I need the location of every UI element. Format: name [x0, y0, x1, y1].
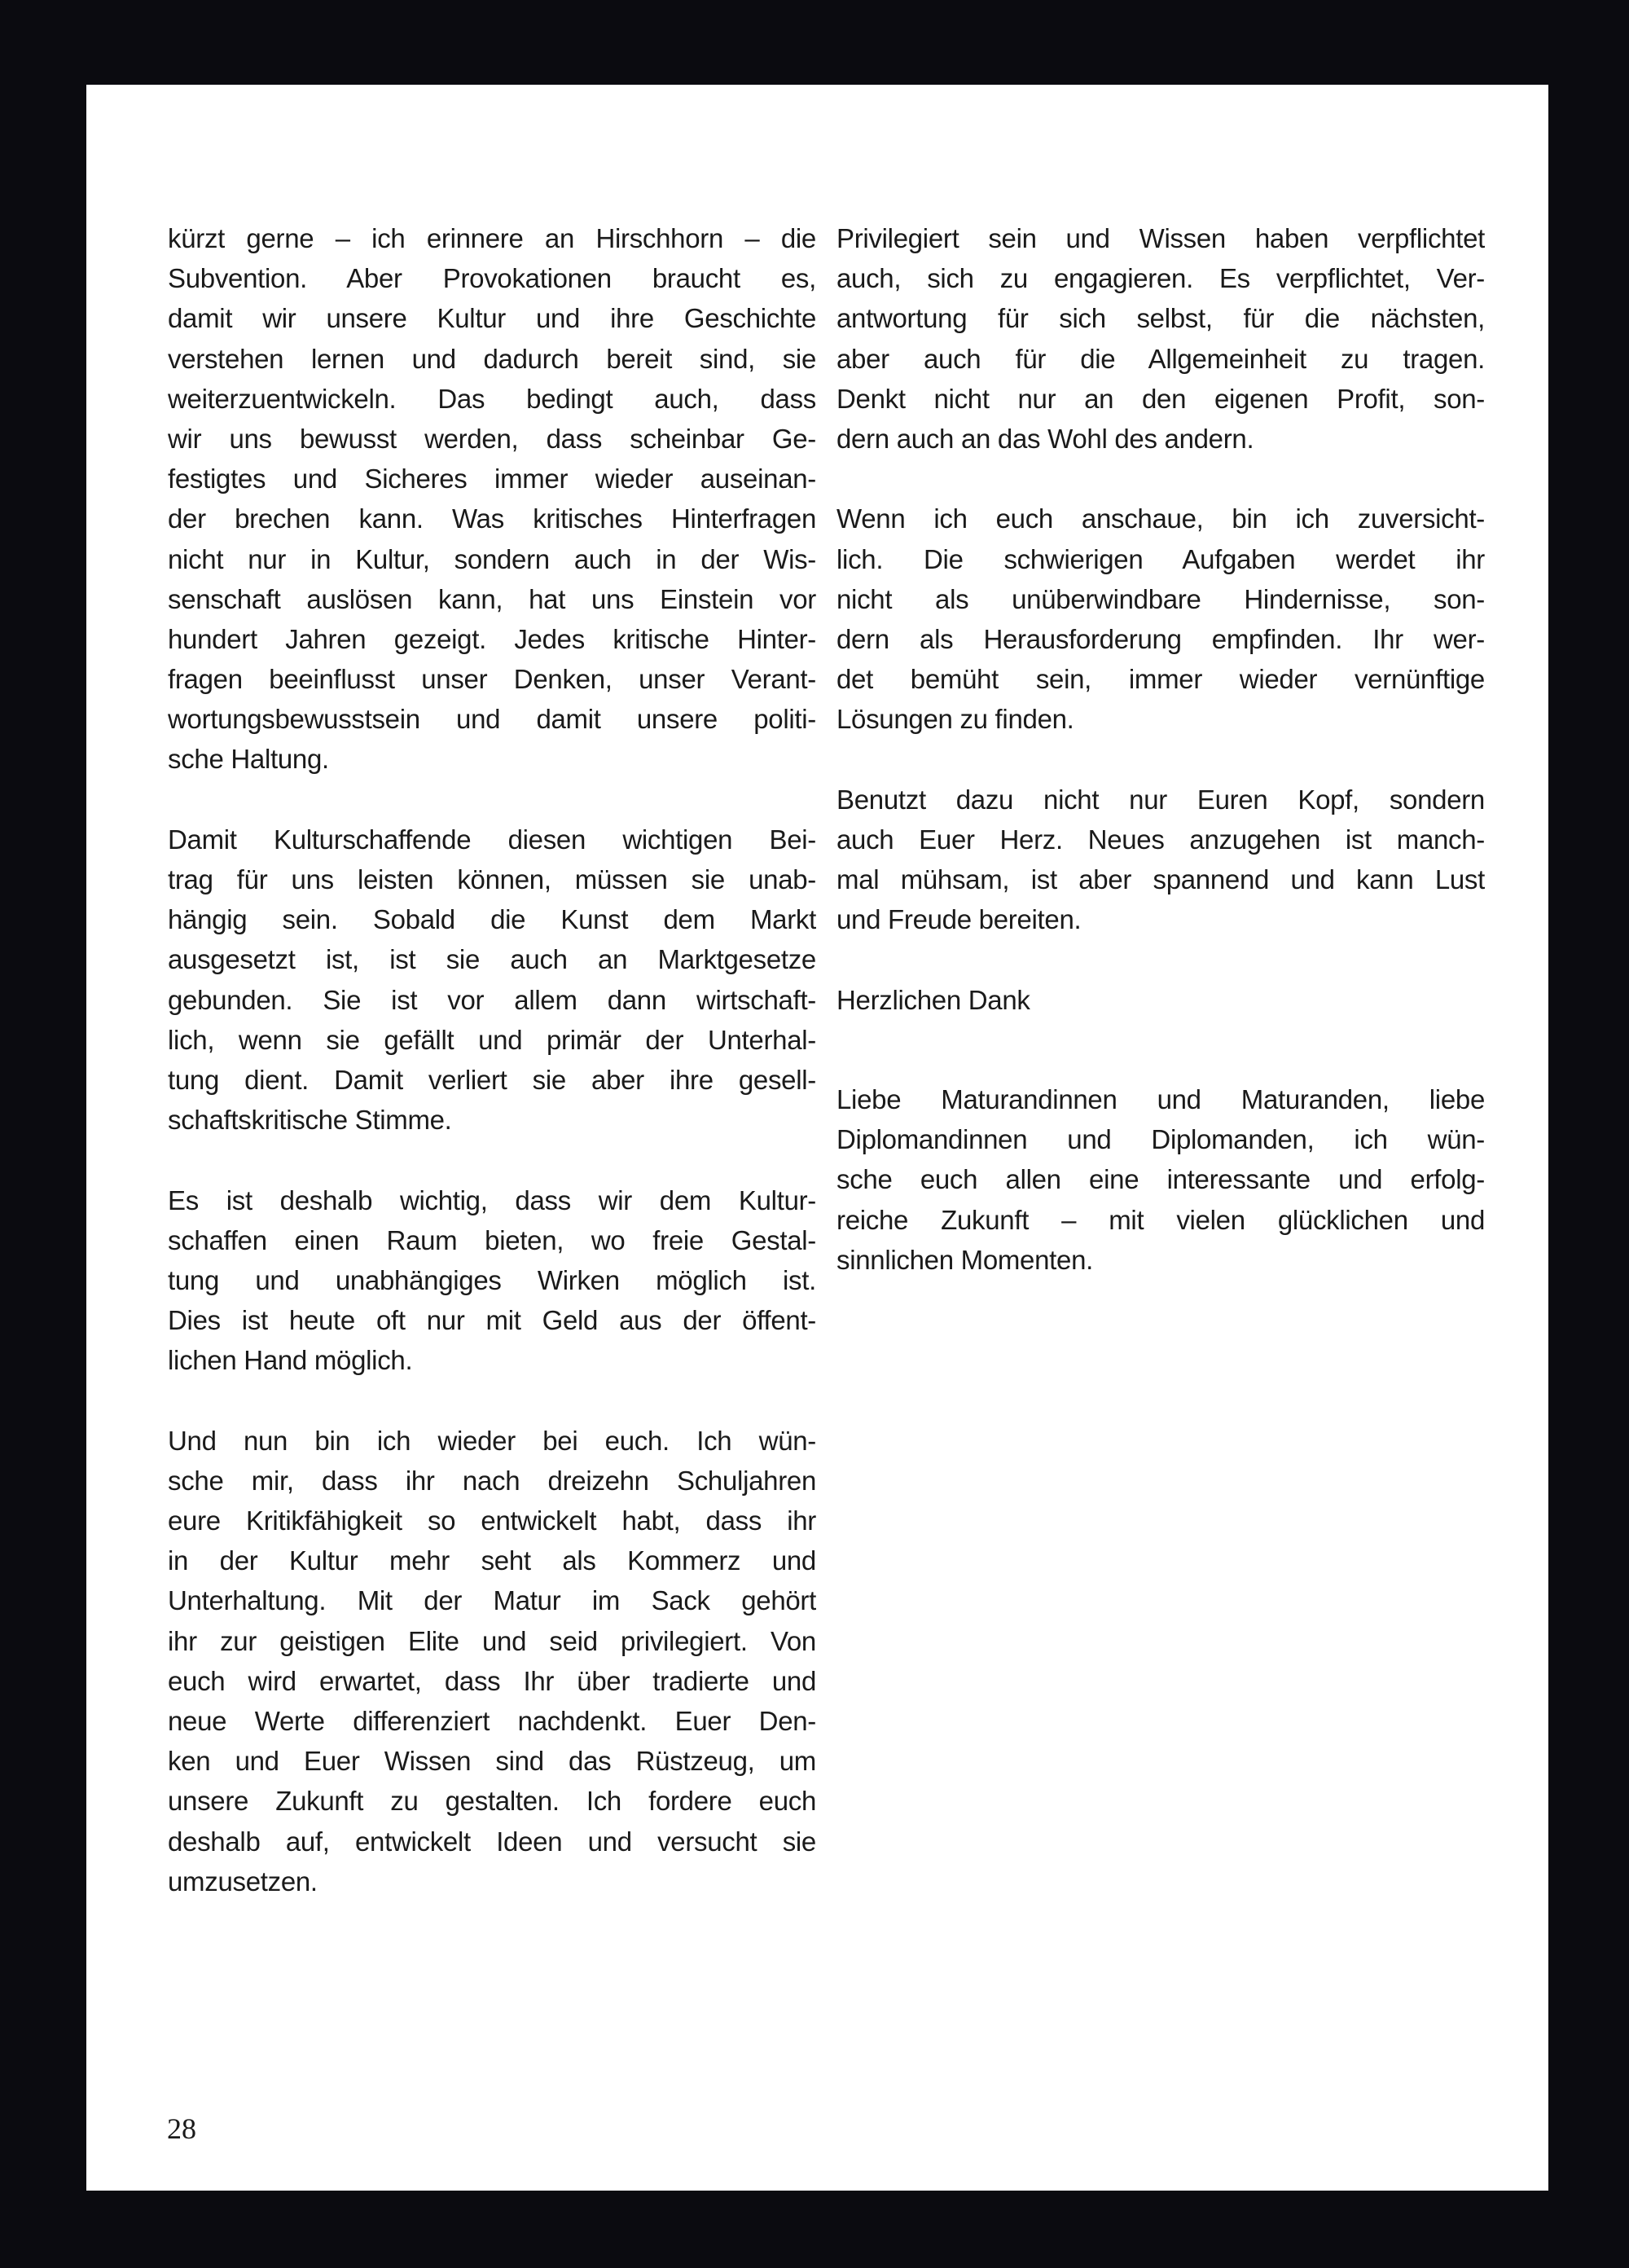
paragraph-head-and-heart — [836, 780, 1485, 940]
text-line: mal mühsam, ist aber spannend und kann Lust — [836, 864, 1485, 894]
text-line: Privilegiert sein und Wissen haben verpflichtet — [836, 223, 1485, 253]
text-line: wir uns bewusst werden, dass scheinbar Ge- — [168, 423, 816, 454]
text-line: weiterzuentwickeln. Das bedingt auch, dass — [168, 383, 816, 414]
text-line: det bemüht sein, immer wieder vernünftige — [836, 664, 1485, 695]
text-line: Lösungen zu finden. — [836, 704, 1074, 735]
text-line: antwortung für sich selbst, für die nächsten, — [836, 303, 1485, 334]
paragraph-thanks — [836, 980, 1485, 1020]
paragraph-spacer — [836, 939, 1485, 979]
text-line: dern als Herausforderung empfinden. Ihr wer- — [836, 623, 1485, 654]
text-line: Und nun bin ich wieder bei euch. Ich wün- — [168, 1425, 816, 1456]
text-line: reiche Zukunft – mit vielen glücklichen und — [836, 1204, 1485, 1235]
text-line: in der Kultur mehr seht als Kommerz und — [168, 1545, 816, 1576]
text-line: neue Werte differenziert nachdenkt. Euer Den- — [168, 1705, 816, 1736]
text-line: sche mir, dass ihr nach dreizehn Schuljahren — [168, 1465, 816, 1496]
text-line: sche euch allen eine interessante und erfolg- — [836, 1164, 1485, 1195]
text-line: eure Kritikfähigkeit so entwickelt habt, dass ihr — [168, 1505, 816, 1536]
text-line: lichen Hand möglich. — [168, 1345, 413, 1376]
text-line: deshalb auf, entwickelt Ideen und versucht sie — [168, 1826, 816, 1857]
text-line: gebunden. Sie ist vor allem dann wirtschaft- — [168, 984, 816, 1015]
text-line: dern auch an das Wohl des andern. — [836, 423, 1254, 454]
text-line: aber auch für die Allgemeinheit zu tragen. — [836, 343, 1485, 374]
text-line: Unterhaltung. Mit der Matur im Sack gehört — [168, 1585, 816, 1616]
text-line: ihr zur geistigen Elite und seid privilegiert. Von — [168, 1625, 816, 1656]
paragraph-confidence — [836, 499, 1485, 739]
paragraph-privilege-obligation — [836, 218, 1485, 459]
paragraph-spacer — [836, 1020, 1485, 1060]
text-line: Damit Kulturschaffende diesen wichtigen Bei- — [168, 824, 816, 855]
text-line: wortungsbewusstsein und damit unsere politi- — [168, 704, 816, 735]
paragraph-spacer — [168, 1380, 816, 1420]
text-line: Denkt nicht nur an den eigenen Profit, son- — [836, 383, 1485, 414]
text-line: sche Haltung. — [168, 744, 329, 775]
text-line: verstehen lernen und dadurch bereit sind, sie — [168, 343, 816, 374]
text-line: euch wird erwartet, dass Ihr über tradierte und — [168, 1665, 816, 1696]
text-line: trag für uns leisten können, müssen sie unab- — [168, 864, 816, 894]
text-line: tung und unabhängiges Wirken möglich ist. — [168, 1264, 816, 1295]
text-line: Liebe Maturandinnen und Maturanden, liebe — [836, 1083, 1485, 1114]
page-number: 28 — [167, 2112, 196, 2145]
text-line: umzusetzen. — [168, 1866, 318, 1897]
paragraph-spacer — [168, 780, 816, 820]
document-page — [86, 85, 1548, 2191]
paragraph-spacer — [168, 1140, 816, 1180]
paragraph-spacer — [836, 1060, 1485, 1079]
text-line: schaffen einen Raum bieten, wo freie Gestal- — [168, 1224, 816, 1255]
text-line: fragen beeinflusst unser Denken, unser Verant- — [168, 664, 816, 695]
paragraph-address-to-students — [168, 1421, 816, 1901]
text-line: senschaft auslösen kann, hat uns Einstein vor — [168, 583, 816, 614]
text-line: Benutzt dazu nicht nur Euren Kopf, sondern — [836, 784, 1485, 815]
text-line: Dies ist heute oft nur mit Geld aus der öffent- — [168, 1305, 816, 1336]
text-line: der brechen kann. Was kritisches Hinterfragen — [168, 503, 816, 534]
text-line: nicht als unüberwindbare Hindernisse, son- — [836, 583, 1485, 614]
text-line: nicht nur in Kultur, sondern auch in der Wis- — [168, 543, 816, 574]
text-line: Wenn ich euch anschaue, bin ich zuversicht- — [836, 503, 1485, 534]
text-line: sinnlichen Momenten. — [836, 1244, 1094, 1275]
text-line: schaftskritische Stimme. — [168, 1105, 452, 1136]
text-line: damit wir unsere Kultur und ihre Geschichte — [168, 303, 816, 334]
text-line: Diplomandinnen und Diplomanden, ich wün- — [836, 1124, 1485, 1155]
text-line: unsere Zukunft zu gestalten. Ich fordere euch — [168, 1786, 816, 1817]
text-line: und Freude bereiten. — [836, 904, 1082, 935]
paragraph-spacer — [836, 739, 1485, 779]
text-line: hundert Jahren gezeigt. Jedes kritische Hinter- — [168, 623, 816, 654]
right-text-column — [836, 218, 1485, 1280]
paragraph-culture-provocation — [168, 218, 816, 780]
text-line: Es ist deshalb wichtig, dass wir dem Kultur- — [168, 1185, 816, 1215]
text-line: Subvention. Aber Provokationen braucht es, — [168, 263, 816, 294]
paragraph-artist-independence — [168, 820, 816, 1141]
text-line: ausgesetzt ist, ist sie auch an Marktgesetze — [168, 944, 816, 975]
text-line: tung dient. Damit verliert sie aber ihre gesell- — [168, 1064, 816, 1095]
text-line: auch, sich zu engagieren. Es verpflichtet, Ver- — [836, 263, 1485, 294]
text-line: hängig sein. Sobald die Kunst dem Markt — [168, 904, 816, 935]
text-line: lich. Die schwierigen Aufgaben werdet ihr — [836, 543, 1485, 574]
paragraph-closing-wishes — [836, 1079, 1485, 1280]
text-line: kürzt gerne – ich erinnere an Hirschhorn – die — [168, 223, 816, 253]
left-text-column — [168, 218, 816, 1901]
paragraph-spacer — [836, 459, 1485, 499]
text-line: auch Euer Herz. Neues anzugehen ist manch- — [836, 824, 1485, 855]
text-line: lich, wenn sie gefällt und primär der Unterhal- — [168, 1024, 816, 1055]
text-line: Herzlichen Dank — [836, 984, 1030, 1015]
text-line: festigtes und Sicheres immer wieder auseinan- — [168, 464, 816, 494]
paragraph-public-funding — [168, 1180, 816, 1381]
text-line: ken und Euer Wissen sind das Rüstzeug, um — [168, 1746, 816, 1777]
